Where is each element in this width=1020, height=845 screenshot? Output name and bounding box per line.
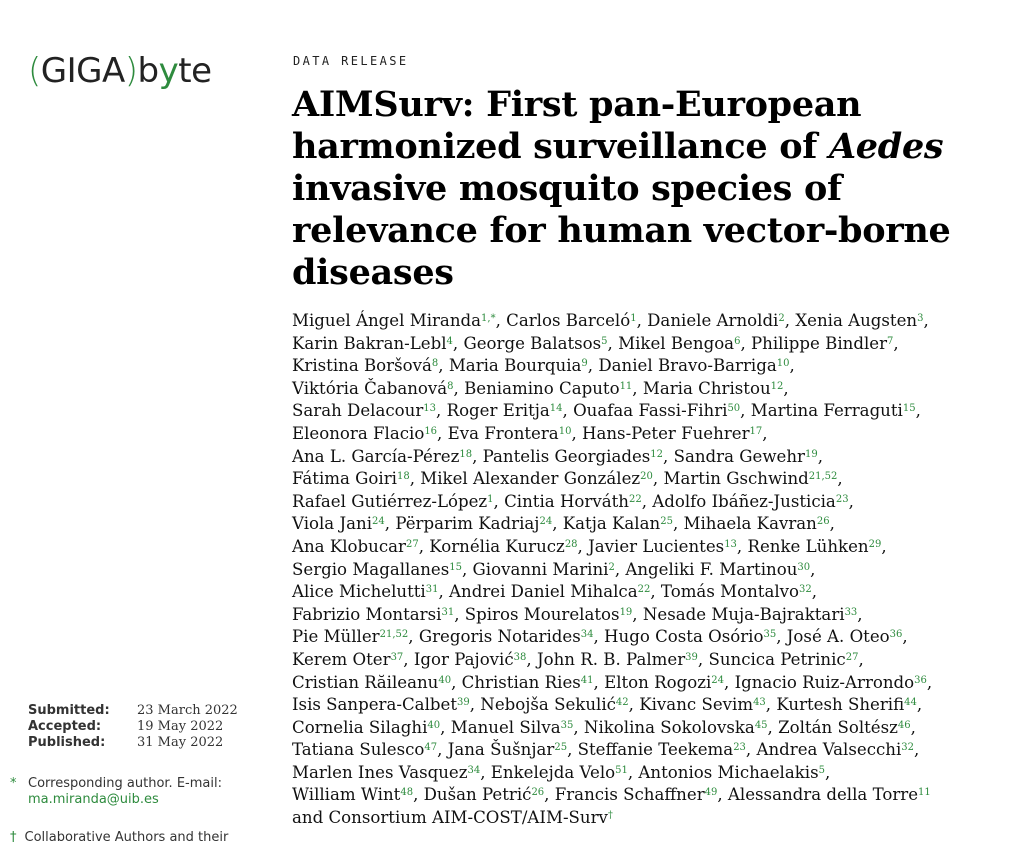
dagger-marker: † <box>10 830 17 845</box>
author-name[interactable]: Philippe Bindler <box>751 333 887 353</box>
author-name[interactable]: Javier Lucientes <box>588 536 725 556</box>
affiliation-superscript[interactable]: 1 <box>487 493 494 505</box>
affiliation-superscript[interactable]: 40 <box>438 674 452 686</box>
author-separator: , <box>614 559 626 579</box>
affiliation-superscript[interactable]: 19 <box>804 448 818 460</box>
author-name[interactable]: Maria Christou <box>642 378 771 398</box>
author-name[interactable]: Andrea Valsecchi <box>756 740 902 760</box>
corresponding-author-note <box>10 776 250 808</box>
affiliation-superscript[interactable]: 10 <box>776 358 790 370</box>
author-name[interactable]: Sandra Gewehr <box>673 446 805 466</box>
affiliation-superscript[interactable]: 11 <box>918 787 931 799</box>
author-separator: , <box>438 582 450 602</box>
date-value: 19 May 2022 <box>137 719 224 734</box>
author-line <box>292 762 1012 785</box>
author-separator: , <box>552 514 563 534</box>
author-separator: , <box>451 672 462 692</box>
author-name[interactable]: Ignacio Ruiz-Arrondo <box>734 672 915 692</box>
date-value: 31 May 2022 <box>137 735 224 750</box>
author-name[interactable]: and Consortium AIM-COST/AIM-Surv <box>292 808 608 828</box>
author-separator: , <box>848 491 854 511</box>
author-separator: , <box>577 536 589 556</box>
author-name[interactable]: Beniamino Caputo <box>464 378 620 398</box>
author-line <box>292 491 1012 514</box>
gigabyte-logo[interactable] <box>28 50 211 92</box>
affiliation-superscript[interactable]: 20 <box>640 471 653 483</box>
author-separator: , <box>627 762 639 782</box>
author-separator: , <box>480 762 491 782</box>
affiliation-superscript[interactable]: 31 <box>425 584 439 596</box>
affiliation-superscript[interactable]: 38 <box>513 651 527 663</box>
author-name[interactable]: Gregoris Notarides <box>418 627 581 647</box>
author-name[interactable]: George Balatsos <box>463 333 602 353</box>
affiliation-superscript[interactable]: 32 <box>901 742 915 754</box>
author-list <box>292 310 1012 830</box>
author-separator: , <box>910 717 916 737</box>
author-name[interactable]: Suncica Petrinic <box>708 649 846 669</box>
logo-byte: byte <box>137 51 212 91</box>
author-separator: , <box>740 333 752 353</box>
author-name[interactable]: Nikolina Sokolovska <box>583 717 755 737</box>
collaborators-text: Collaborative Authors and their <box>24 830 229 845</box>
author-name[interactable]: Kristina Boršová <box>292 356 432 376</box>
author-name[interactable]: Zoltán Soltész <box>778 717 898 737</box>
date-label: Submitted: <box>28 703 110 718</box>
author-name[interactable]: Igor Pajović <box>413 649 514 669</box>
author-separator: , <box>663 446 674 466</box>
author-line <box>292 649 1012 672</box>
affiliation-superscript[interactable]: 39 <box>685 651 698 663</box>
affiliation-superscript[interactable]: 15 <box>902 403 916 415</box>
affiliation-superscript[interactable]: 27 <box>405 538 419 550</box>
author-line <box>292 626 1012 649</box>
affiliation-superscript[interactable]: 43 <box>753 697 766 709</box>
author-separator: , <box>636 311 648 330</box>
author-line <box>292 559 1012 582</box>
author-separator: , <box>437 740 448 760</box>
author-line <box>292 333 1012 356</box>
logo-close-paren: ) <box>124 51 138 91</box>
italic-genus: Aedes <box>828 126 944 167</box>
affiliation-superscript[interactable]: 51 <box>615 764 628 776</box>
affiliation-superscript[interactable]: 2 <box>608 561 615 573</box>
author-line <box>292 807 1012 830</box>
author-name[interactable]: Viktória Čabanová <box>292 378 448 398</box>
author-separator: , <box>544 785 555 805</box>
author-name[interactable]: Manuel Silva <box>450 717 561 737</box>
affiliation-superscript[interactable]: 39 <box>457 697 470 709</box>
affiliation-superscript[interactable]: 26 <box>816 516 830 528</box>
affiliation-superscript[interactable]: 9 <box>581 358 588 370</box>
author-separator: , <box>526 649 537 669</box>
author-name[interactable]: Nesade Muja-Bajraktari <box>642 604 845 624</box>
affiliation-superscript[interactable]: 5 <box>601 335 608 347</box>
author-name[interactable]: Andrei Daniel Mihalca <box>449 582 638 602</box>
author-name[interactable]: Fátima Goiri <box>292 469 397 489</box>
affiliation-superscript[interactable]: 13 <box>423 403 437 415</box>
author-separator: , <box>672 514 684 534</box>
author-separator: , <box>926 672 933 692</box>
author-separator: , <box>413 785 424 805</box>
corresponding-author-text: Corresponding author. E-mail: <box>28 776 222 791</box>
author-name[interactable]: Tomás Montalvo <box>660 582 800 602</box>
author-separator: , <box>628 695 640 715</box>
author-separator: , <box>409 469 421 489</box>
author-name[interactable]: Pie Müller <box>292 627 380 647</box>
author-name[interactable]: Tatiana Sulesco <box>292 740 425 760</box>
author-name[interactable]: Katja Kalan <box>562 514 661 534</box>
author-name[interactable]: Rafael Gutiérrez-López <box>292 491 488 511</box>
author-name[interactable]: Antonios Michaelakis <box>638 762 819 782</box>
author-separator: , <box>454 604 465 624</box>
affiliation-superscript[interactable]: 23 <box>835 493 849 505</box>
author-separator: , <box>762 423 768 443</box>
author-line <box>292 446 1012 469</box>
author-line <box>292 739 1012 762</box>
affiliation-superscript[interactable]: 14 <box>549 403 563 415</box>
author-name[interactable]: Kurtesh Sherifi <box>776 695 905 715</box>
author-name[interactable]: Sergio Magallanes <box>292 559 450 579</box>
author-name[interactable]: Pantelis Georgiades <box>482 446 651 466</box>
author-name[interactable]: Viola Jani <box>292 514 373 534</box>
author-name[interactable]: Carlos Barceló <box>506 311 631 330</box>
affiliation-superscript[interactable]: 25 <box>660 516 673 528</box>
author-separator: , <box>469 695 481 715</box>
affiliation-superscript[interactable]: 8 <box>431 358 439 370</box>
author-name[interactable]: Karin Bakran-Lebl <box>292 333 447 353</box>
author-separator: , <box>717 785 728 805</box>
author-line <box>292 310 1012 333</box>
author-separator: , <box>384 514 396 534</box>
affiliation-superscript[interactable]: 35 <box>763 629 777 641</box>
affiliation-superscript[interactable]: 34 <box>467 764 481 776</box>
author-name[interactable]: Enkelejda Velo <box>490 762 616 782</box>
author-name[interactable]: John R. B. Palmer <box>536 649 686 669</box>
author-name[interactable]: Fabrizio Montarsi <box>292 604 442 624</box>
affiliation-superscript[interactable]: 8 <box>447 380 454 392</box>
author-separator: , <box>824 762 831 782</box>
author-line <box>292 355 1012 378</box>
author-separator: , <box>593 627 605 647</box>
affiliation-superscript[interactable]: 36 <box>914 674 927 686</box>
author-separator: , <box>632 604 643 624</box>
author-separator: , <box>472 446 483 466</box>
affiliation-superscript[interactable]: 23 <box>733 742 746 754</box>
affiliation-superscript[interactable]: 27 <box>845 651 859 663</box>
author-separator: , <box>495 311 507 330</box>
author-name[interactable]: Giovanni Marini <box>472 559 609 579</box>
author-line <box>292 536 1012 559</box>
author-name[interactable]: Mikel Bengoa <box>618 333 735 353</box>
author-name[interactable]: Angeliki F. Martinou <box>625 559 798 579</box>
author-name[interactable]: Daniele Arnoldi <box>647 311 779 330</box>
author-separator: , <box>641 491 653 511</box>
publication-dates <box>28 703 238 751</box>
affiliation-superscript[interactable]: 17 <box>749 425 763 437</box>
author-separator: , <box>810 559 816 579</box>
author-separator: , <box>453 378 465 398</box>
author-separator: , <box>881 536 887 556</box>
author-name[interactable]: Marlen Ines Vasquez <box>292 762 468 782</box>
affiliation-superscript[interactable]: 12 <box>770 380 784 392</box>
author-separator: , <box>837 469 843 489</box>
affiliation-superscript[interactable]: 24 <box>539 516 553 528</box>
author-separator: , <box>573 717 584 737</box>
author-separator: , <box>857 604 863 624</box>
author-separator: , <box>893 333 899 353</box>
author-separator: , <box>784 311 796 330</box>
author-name[interactable]: Mikel Alexander González <box>420 469 641 489</box>
affiliation-superscript[interactable]: 45 <box>754 719 768 731</box>
affiliation-superscript[interactable]: 5 <box>818 764 825 776</box>
affiliation-superscript[interactable]: † <box>607 810 613 822</box>
author-name[interactable]: Ana Klobucar <box>292 536 406 556</box>
author-name[interactable]: Hugo Costa Osório <box>604 627 764 647</box>
affiliation-superscript[interactable]: 35 <box>560 719 574 731</box>
author-line <box>292 513 1012 536</box>
author-name[interactable]: Dušan Petrić <box>423 785 532 805</box>
author-name[interactable]: Elton Rogozi <box>604 672 712 692</box>
affiliation-superscript[interactable]: 31 <box>441 606 455 618</box>
affiliation-superscript[interactable]: 10 <box>558 425 572 437</box>
affiliation-superscript[interactable]: 40 <box>427 719 441 731</box>
author-name[interactable]: Steffanie Teekema <box>577 740 734 760</box>
author-separator: , <box>436 401 447 421</box>
author-name[interactable]: Ana L. García-Pérez <box>292 446 460 466</box>
author-name[interactable]: Alessandra della Torre <box>727 785 919 805</box>
author-separator: , <box>461 559 473 579</box>
affiliation-superscript[interactable]: 6 <box>734 335 741 347</box>
affiliation-superscript[interactable]: 49 <box>704 787 718 799</box>
author-name[interactable]: Cristian Răileanu <box>292 672 439 692</box>
author-separator: , <box>745 740 757 760</box>
author-line <box>292 400 1012 423</box>
author-name[interactable]: José A. Oteo <box>786 627 890 647</box>
asterisk-marker: * <box>10 776 17 791</box>
affiliation-superscript[interactable]: 22 <box>637 584 651 596</box>
author-name[interactable]: Nebojša Sekulić <box>480 695 616 715</box>
author-separator: , <box>607 333 619 353</box>
author-name[interactable]: Francis Schaffner <box>554 785 705 805</box>
author-separator: , <box>438 356 449 376</box>
author-name[interactable]: Cintia Horváth <box>504 491 629 511</box>
affiliation-superscript[interactable]: 18 <box>459 448 473 460</box>
author-separator: , <box>567 740 578 760</box>
affiliation-superscript[interactable]: 4 <box>446 335 453 347</box>
author-separator: , <box>776 627 787 647</box>
author-name[interactable]: Ouafaa Fassi-Fihri <box>573 401 728 421</box>
author-line <box>292 784 1012 807</box>
author-separator: , <box>632 378 643 398</box>
author-name[interactable]: Jana Šušnjar <box>447 740 555 760</box>
logo-giga: GIGA <box>40 51 125 91</box>
affiliation-superscript[interactable]: 36 <box>889 629 903 641</box>
author-name[interactable]: Roger Eritja <box>446 401 550 421</box>
author-name[interactable]: Kornélia Kurucz <box>429 536 565 556</box>
affiliation-superscript[interactable]: 26 <box>531 787 545 799</box>
date-value: 23 March 2022 <box>137 703 238 718</box>
affiliation-superscript[interactable]: 30 <box>797 561 811 573</box>
author-separator: , <box>829 514 835 534</box>
author-separator: , <box>650 582 661 602</box>
affiliation-superscript[interactable]: 47 <box>424 742 438 754</box>
author-name[interactable]: Martin Gschwind <box>663 469 809 489</box>
date-label: Accepted: <box>28 719 102 734</box>
author-name[interactable]: Xenia Augsten <box>795 311 918 330</box>
author-separator: , <box>440 717 451 737</box>
affiliation-superscript[interactable]: 19 <box>619 606 633 618</box>
affiliation-superscript[interactable]: 32 <box>799 584 812 596</box>
affiliation-superscript[interactable]: 24 <box>711 674 724 686</box>
author-name[interactable]: William Wint <box>292 785 401 805</box>
affiliation-superscript[interactable]: 1,* <box>481 313 496 324</box>
author-name[interactable]: Martina Ferraguti <box>750 401 903 421</box>
author-name[interactable]: Përparim Kadriaj <box>395 514 540 534</box>
affiliation-superscript[interactable]: 37 <box>390 651 404 663</box>
author-name[interactable]: Christian Ries <box>461 672 581 692</box>
date-published <box>28 735 238 751</box>
author-line <box>292 468 1012 491</box>
author-separator: , <box>493 491 505 511</box>
affiliation-superscript[interactable]: 13 <box>724 538 737 550</box>
affiliation-superscript[interactable]: 21,52 <box>808 471 838 483</box>
author-line <box>292 694 1012 717</box>
author-separator: , <box>740 401 751 421</box>
affiliation-superscript[interactable]: 7 <box>887 335 894 347</box>
author-name[interactable]: Miguel Ángel Miranda <box>292 311 482 330</box>
author-separator: , <box>817 446 823 466</box>
author-separator: , <box>724 672 735 692</box>
affiliation-superscript[interactable]: 1 <box>630 313 637 324</box>
affiliation-superscript[interactable]: 44 <box>904 697 917 709</box>
author-separator: , <box>418 536 430 556</box>
author-separator: , <box>789 356 795 376</box>
article-title: AIMSurv: First pan-European harmonized surveillance of Aedes invasive mosquito species of relevance for human vector-borne diseases <box>292 84 951 293</box>
author-separator: , <box>916 695 923 715</box>
section-label: DATA RELEASE <box>293 54 409 68</box>
author-separator: , <box>571 423 582 443</box>
author-separator: , <box>902 627 908 647</box>
author-line <box>292 378 1012 401</box>
affiliation-superscript[interactable]: 48 <box>400 787 414 799</box>
author-separator: , <box>767 717 779 737</box>
date-submitted <box>28 703 238 719</box>
author-separator: , <box>652 469 664 489</box>
author-separator: , <box>923 311 929 330</box>
affiliation-superscript[interactable]: 12 <box>650 448 664 460</box>
author-separator: , <box>452 333 464 353</box>
affiliation-superscript[interactable]: 3 <box>917 313 924 324</box>
affiliation-superscript[interactable]: 28 <box>564 538 578 550</box>
author-line <box>292 581 1012 604</box>
affiliation-superscript[interactable]: 29 <box>868 538 882 550</box>
affiliation-superscript[interactable]: 2 <box>778 313 785 324</box>
corresponding-email-link[interactable]: ma.miranda@uib.es <box>28 792 159 807</box>
date-label: Published: <box>28 735 106 750</box>
author-name[interactable]: Eva Frontera <box>447 423 559 443</box>
author-name[interactable]: Mihaela Kavran <box>683 514 817 534</box>
affiliation-superscript[interactable]: 22 <box>628 493 642 505</box>
logo-open-paren: ( <box>28 51 41 91</box>
author-separator: , <box>765 695 777 715</box>
author-name[interactable]: Kivanc Sevim <box>639 695 754 715</box>
affiliation-superscript[interactable]: 15 <box>449 561 462 573</box>
affiliation-superscript[interactable]: 42 <box>615 697 629 709</box>
author-separator: , <box>783 378 789 398</box>
author-name[interactable]: Cornelia Silaghi <box>292 717 428 737</box>
author-name[interactable]: Adolfo Ibáñez-Justicia <box>652 491 836 511</box>
author-name[interactable]: Eleonora Flacio <box>292 423 425 443</box>
author-name[interactable]: Spiros Mourelatos <box>464 604 620 624</box>
author-separator: , <box>593 672 605 692</box>
author-name[interactable]: Alice Michelutti <box>292 582 426 602</box>
affiliation-superscript[interactable]: 21,52 <box>379 629 409 641</box>
author-name[interactable]: Isis Sanpera-Calbet <box>292 695 457 715</box>
affiliation-superscript[interactable]: 24 <box>372 516 385 528</box>
author-separator: , <box>811 582 818 602</box>
affiliation-superscript[interactable]: 18 <box>396 471 410 483</box>
author-separator: , <box>562 401 574 421</box>
affiliation-superscript[interactable]: 41 <box>580 674 594 686</box>
author-line <box>292 604 1012 627</box>
author-separator: , <box>915 401 921 421</box>
affiliation-superscript[interactable]: 16 <box>424 425 438 437</box>
author-name[interactable]: Hans-Peter Fuehrer <box>582 423 750 443</box>
author-name[interactable]: Daniel Bravo-Barriga <box>598 356 777 376</box>
affiliation-superscript[interactable]: 34 <box>580 629 594 641</box>
author-separator: , <box>403 649 414 669</box>
author-name[interactable]: Maria Bourquia <box>448 356 582 376</box>
author-line <box>292 717 1012 740</box>
author-separator: , <box>587 356 599 376</box>
date-accepted <box>28 719 238 735</box>
affiliation-superscript[interactable]: 25 <box>554 742 568 754</box>
author-name[interactable]: Renke Lühken <box>747 536 869 556</box>
affiliation-superscript[interactable]: 46 <box>897 719 911 731</box>
author-separator: , <box>914 740 920 760</box>
author-line <box>292 672 1012 695</box>
author-separator: , <box>697 649 709 669</box>
affiliation-superscript[interactable]: 50 <box>727 403 741 415</box>
affiliation-superscript[interactable]: 33 <box>844 606 858 618</box>
author-separator: , <box>408 627 419 647</box>
author-name[interactable]: Sarah Delacour <box>292 401 424 421</box>
author-line <box>292 423 1012 446</box>
affiliation-superscript[interactable]: 11 <box>619 380 633 392</box>
author-separator: , <box>858 649 864 669</box>
author-separator: , <box>736 536 748 556</box>
author-separator: , <box>437 423 448 443</box>
author-name[interactable]: Kerem Oter <box>292 649 391 669</box>
